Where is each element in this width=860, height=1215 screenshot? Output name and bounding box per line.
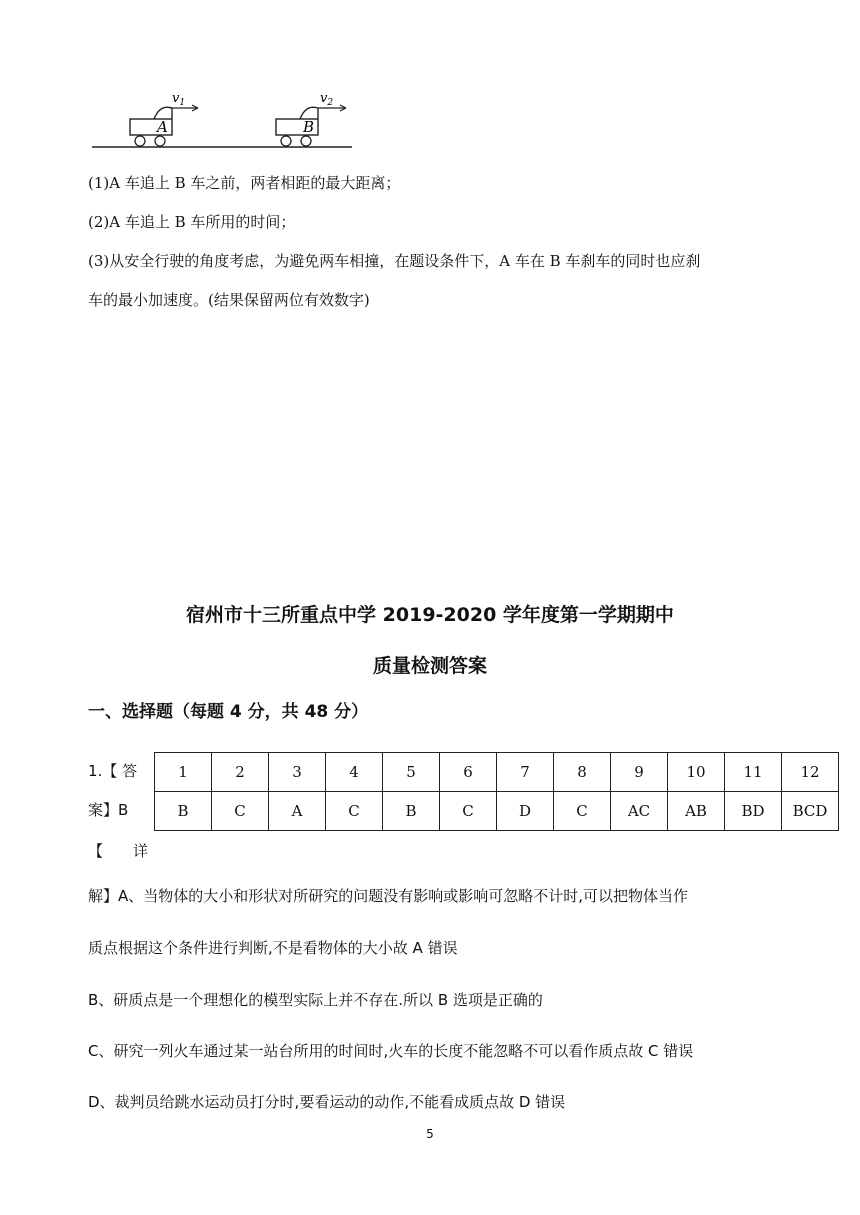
- page-title: 宿州市十三所重点中学 2019-2020 学年度第一学期期中: [186, 604, 674, 626]
- table-cell: 9: [611, 753, 668, 792]
- table-cell: 2: [212, 753, 269, 792]
- explanation-line: D、裁判员给跳水运动员打分时,要看运动的动作,不能看成质点故 D 错误: [88, 1093, 566, 1111]
- table-cell: 10: [668, 753, 725, 792]
- table-cell: 8: [554, 753, 611, 792]
- question-1: (1)A 车追上 B 车之前，两者相距的最大距离；: [88, 174, 401, 192]
- car-b-label: B: [303, 118, 315, 136]
- explanation-line: 质点根据这个条件进行判断,不是看物体的大小故 A 错误: [88, 939, 458, 957]
- table-cell: 5: [383, 753, 440, 792]
- question-3: (3)从安全行驶的角度考虑，为避免两车相撞，在题设条件下，A 车在 B 车刹车的同时也应刹: [88, 252, 701, 270]
- table-cell: C: [554, 792, 611, 831]
- table-cell: B: [383, 792, 440, 831]
- table-cell: AB: [668, 792, 725, 831]
- table-cell: BCD: [782, 792, 839, 831]
- table-cell: 11: [725, 753, 782, 792]
- table-cell: C: [440, 792, 497, 831]
- question-3-continued: 车的最小加速度。(结果保留两位有效数字): [88, 291, 370, 309]
- table-cell: B: [155, 792, 212, 831]
- v1-label: $v_1$: [172, 91, 186, 108]
- car-a: [130, 91, 198, 146]
- table-cell: 12: [782, 753, 839, 792]
- table-cell: C: [212, 792, 269, 831]
- table-cell: BD: [725, 792, 782, 831]
- table-cell: 7: [497, 753, 554, 792]
- table-cell: AC: [611, 792, 668, 831]
- two-cars-figure: [90, 86, 360, 156]
- section-heading: 一、选择题（每题 4 分，共 48 分）: [88, 702, 369, 722]
- car-a-label: A: [157, 118, 168, 136]
- answer-label-1: 1.【 答: [88, 762, 138, 780]
- explanation-line: B、研质点是一个理想化的模型实际上并不存在.所以 B 选项是正确的: [88, 991, 543, 1009]
- question-2: (2)A 车追上 B 车所用的时间；: [88, 213, 296, 231]
- table-cell: A: [269, 792, 326, 831]
- explanation-line: 解】A、当物体的大小和形状对所研究的问题没有影响或影响可忽略不计时,可以把物体当作: [88, 887, 689, 905]
- answer-label-2: 案】B: [88, 801, 129, 819]
- table-cell: 1: [155, 753, 212, 792]
- v2-label: $v_2$: [320, 91, 334, 108]
- table-cell: 3: [269, 753, 326, 792]
- answer-table: [154, 752, 839, 831]
- car-b: [276, 91, 346, 146]
- table-cell: 6: [440, 753, 497, 792]
- answer-label-3: 【 详: [88, 842, 149, 860]
- table-cell: C: [326, 792, 383, 831]
- page-subtitle: 质量检测答案: [372, 655, 487, 677]
- page-number: 5: [426, 1127, 434, 1141]
- table-row-numbers: [155, 753, 839, 792]
- table-cell: 4: [326, 753, 383, 792]
- table-cell: D: [497, 792, 554, 831]
- explanation-line: C、研究一列火车通过某一站台所用的时间时,火车的长度不能忽略不可以看作质点故 C 错误: [88, 1042, 694, 1060]
- table-row-answers: [155, 792, 839, 831]
